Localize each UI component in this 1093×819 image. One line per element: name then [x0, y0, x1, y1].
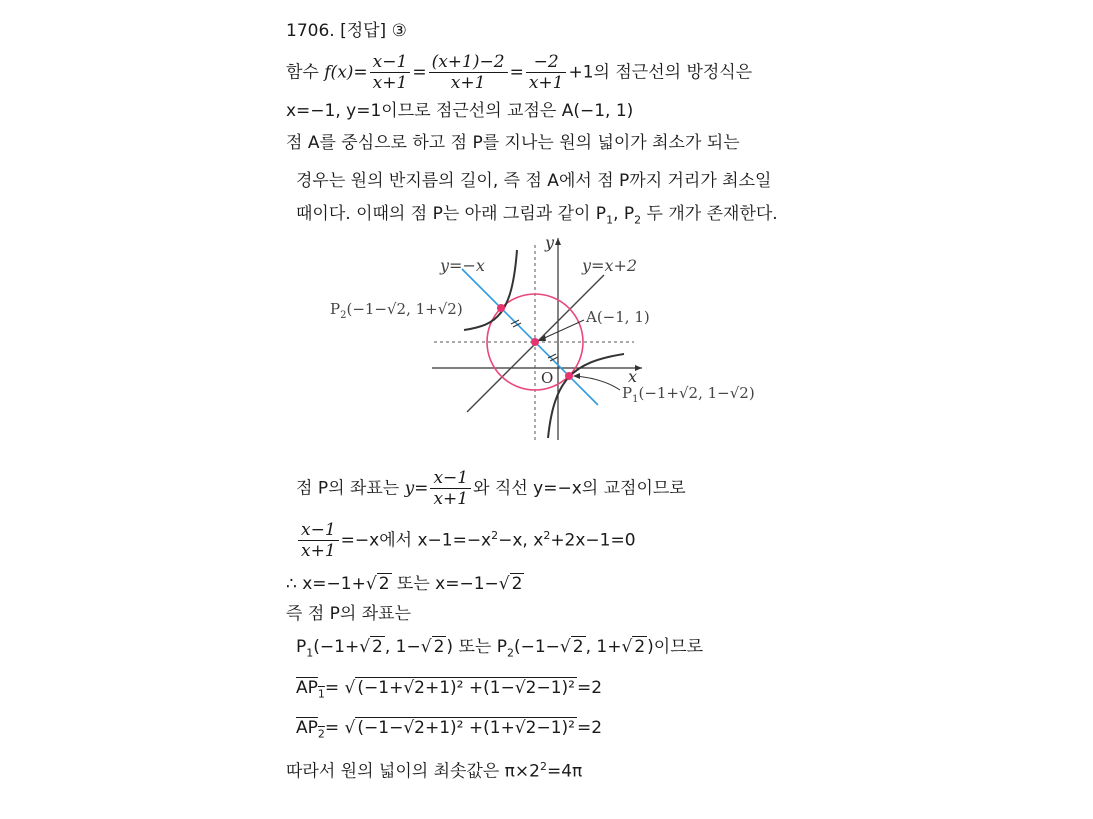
coordinates-intro-line: 즉 점 P의 좌표는: [286, 604, 411, 624]
fraction-3-denominator: x+1: [528, 73, 564, 93]
line1-fraction-3: [526, 52, 567, 93]
label-origin: O: [541, 369, 554, 387]
line6-frac-denominator: x+1: [433, 489, 469, 509]
label-P1-prefix: P: [622, 384, 633, 402]
leader-P1-arrow: [573, 373, 580, 379]
equal-mark-upper-1: [511, 320, 519, 324]
label-P2-coords: (−1−√2, 1+√2): [346, 300, 463, 318]
line10-mid: 또는: [453, 637, 497, 657]
y-axis-arrow: [555, 238, 561, 245]
line1-tail: +1의 점근선의 방정식은: [568, 62, 753, 83]
line10-sqrt-d: √ 2: [621, 637, 646, 657]
label-y-axis: y: [545, 233, 555, 252]
function-definition-line: [286, 52, 752, 93]
line10-p1-b: , 1−: [384, 637, 421, 657]
line10-p2-r2: 2: [634, 637, 646, 657]
line12-radicand: (−1−√2+1)² +(1+√2−1)²: [357, 718, 575, 738]
line5-text-b: , P: [613, 204, 635, 224]
label-P1: [622, 384, 755, 405]
line5-text-c: 두 개가 존재한다.: [641, 204, 778, 224]
fraction-1-numerator: x−1: [370, 52, 411, 73]
line10-sqrt-a: √ 2: [359, 637, 383, 657]
line7-eq: =−x에서 x−1=−x: [340, 530, 492, 551]
circle-condition-line: 점 A를 중심으로 하고 점 P를 지나는 원의 넓이가 최소가 되는: [286, 133, 740, 153]
line11-eq: =: [324, 678, 340, 698]
label-y-neg-x: y=−x: [440, 256, 485, 275]
line10-p1: P: [296, 637, 307, 657]
line10-p1-sub: 1: [306, 646, 314, 660]
sqrt-1-radicand: 2: [378, 574, 390, 594]
line12-seg: AP: [296, 718, 318, 738]
line11-seg-sub: 1: [317, 687, 325, 701]
line5-sub2: 2: [634, 213, 642, 227]
distance-AP2-line: [296, 717, 602, 745]
line8-text-a: ∴ x=−1+: [286, 574, 366, 594]
line7-tail: +2x−1=0: [550, 530, 636, 551]
fraction-3-numerator: −2: [526, 52, 567, 73]
graph-figure: [322, 230, 792, 445]
line6-suffix: 와 직선 y=−x의 교점이므로: [473, 478, 686, 499]
line6-frac-numerator: x−1: [430, 468, 471, 489]
line1-eq3: =: [509, 62, 524, 83]
line12-seg-sub: 2: [317, 727, 325, 741]
line11-sqrt: √ (−1+√2+1)² +(1−√2−1)²: [344, 678, 575, 698]
label-P2-sub: 2: [340, 310, 347, 321]
radius-condition-line: 경우는 원의 반지름의 길이, 즉 점 A에서 점 P까지 거리가 최소일: [296, 171, 772, 191]
line-y-neg-x: [462, 269, 598, 405]
label-P2: [330, 300, 463, 321]
line10-p1-r2: 2: [433, 637, 445, 657]
line10-p1-r1: 2: [372, 637, 383, 657]
line12-sqrt: √ (−1−√2+1)² +(1+√2−1)²: [344, 718, 575, 738]
segment-AP1: [296, 678, 325, 701]
line1-fx: f(x): [324, 62, 354, 83]
fraction-2-denominator: x+1: [450, 73, 486, 93]
label-P1-sub: 1: [632, 394, 639, 405]
line11-result: =2: [576, 678, 603, 698]
label-x-axis: x: [628, 367, 638, 386]
line10-p2-r1: 2: [572, 637, 584, 657]
line7-frac-denominator: x+1: [301, 541, 336, 561]
solution-line: [286, 573, 524, 595]
line7-mid: −x, x: [498, 530, 544, 551]
line11-radicand: (−1+√2+1)² +(1−√2−1)²: [357, 678, 575, 698]
sqrt-1: √ 2: [365, 574, 390, 594]
line7-frac-numerator: x−1: [298, 520, 339, 541]
problem-header: 1706. [정답] ③: [286, 21, 407, 41]
conclusion-line: [286, 756, 582, 783]
line10-p2: P: [496, 637, 507, 657]
line10-p2-b: , 1+: [585, 637, 622, 657]
label-A: A(−1, 1): [586, 308, 650, 326]
line1-eq1: =: [353, 62, 368, 83]
label-y-x-plus-2: y=x+2: [582, 256, 638, 275]
point-A: [531, 338, 539, 346]
distance-AP1-line: [296, 677, 602, 705]
label-P1-coords: (−1+√2, 1−√2): [638, 384, 755, 402]
segment-AP2: [296, 718, 325, 741]
line11-seg: AP: [296, 678, 318, 698]
equation-solving-line: [296, 520, 636, 561]
asymptote-intersection-line: x=−1, y=1이므로 점근선의 교점은 A(−1, 1): [286, 101, 634, 121]
line8-text-b: 또는 x=−1−: [391, 574, 499, 594]
line5-sub1: 1: [606, 213, 614, 227]
line1-eq2: =: [412, 62, 427, 83]
point-P1: [565, 372, 573, 380]
line1-prefix: 함수: [286, 62, 319, 83]
line13-tail: =4π: [546, 761, 583, 782]
line5-text-a: 때이다. 이때의 점 P는 아래 그림과 같이 P: [296, 204, 607, 224]
line10-p1-c: ): [446, 637, 454, 657]
line1-fraction-2: [429, 52, 508, 93]
line7-sup1: 2: [491, 528, 499, 542]
fraction-2-numerator: (x+1)−2: [429, 52, 508, 73]
line13-sup: 2: [539, 760, 547, 773]
line12-eq: =: [324, 718, 340, 738]
label-P2-prefix: P: [330, 300, 341, 318]
line10-p2-c: )이므로: [647, 637, 704, 657]
line1-fraction-1: [370, 52, 411, 93]
line6-fraction: [430, 468, 471, 509]
intersection-condition-line: [296, 468, 686, 509]
line10-p1-a: (−1+: [313, 637, 360, 657]
line13-text: 따라서 원의 넓이의 최솟값은 π×2: [286, 761, 540, 782]
leader-A: [540, 320, 584, 340]
coordinates-line: [296, 636, 703, 664]
line10-sqrt-c: √ 2: [559, 637, 584, 657]
leader-A-arrow: [538, 335, 546, 341]
line6-y-eq: y=: [404, 478, 429, 499]
line10-p2-a: (−1−: [513, 637, 560, 657]
fraction-1-denominator: x+1: [372, 73, 408, 93]
line7-sup2: 2: [543, 528, 551, 542]
line12-result: =2: [576, 718, 603, 738]
line10-sqrt-b: √ 2: [420, 637, 445, 657]
sqrt-2: √ 2: [498, 574, 523, 594]
line6-prefix: 점 P의 좌표는: [296, 478, 400, 499]
point-P2: [497, 304, 505, 312]
sqrt-2-radicand: 2: [511, 574, 523, 594]
line7-fraction: [298, 520, 339, 561]
line10-p2-sub: 2: [506, 646, 514, 660]
two-points-line: [296, 203, 778, 231]
